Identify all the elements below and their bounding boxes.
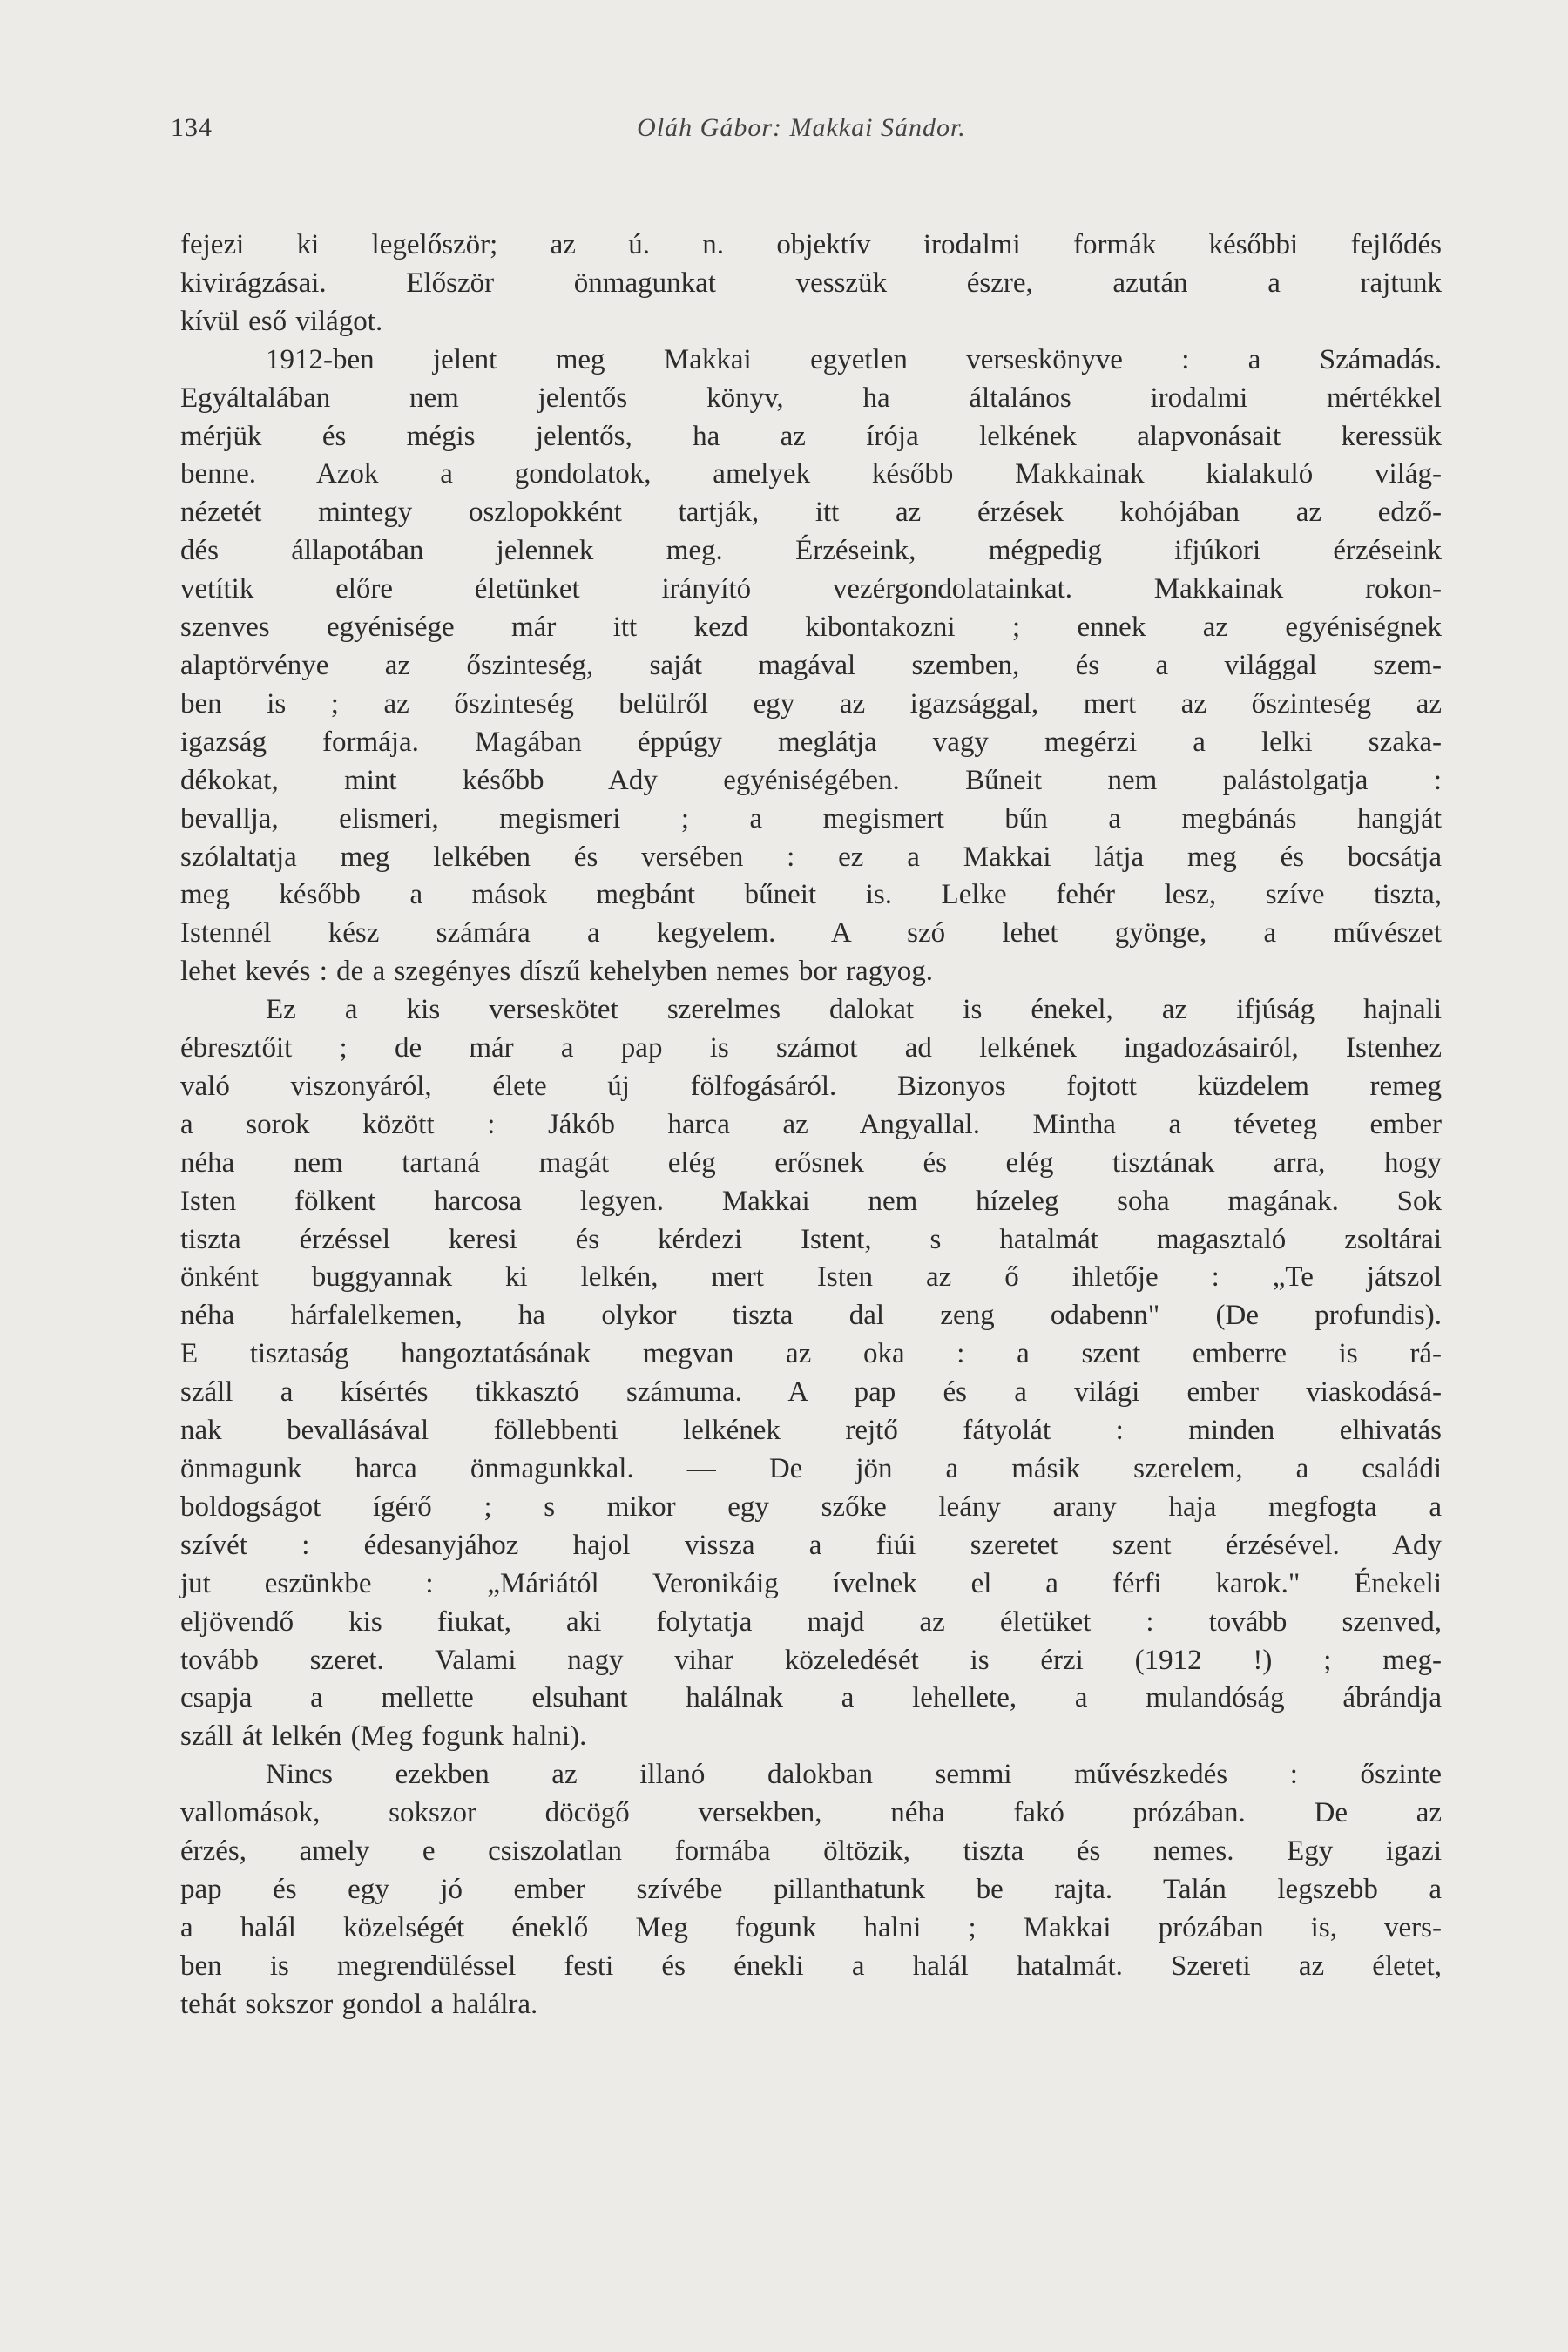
text-line: Ez a kis verseskötet szerelmes dalokat is énekel, az ifjúság hajnali	[266, 994, 1442, 1026]
text-line: tovább szeret. Valami nagy vihar közeledését is érzi (1912 !) ; meg-	[180, 1644, 1442, 1676]
text-line: nak bevallásával föllebbenti lelkének rejtő fátyolát : minden elhivatás	[180, 1415, 1442, 1447]
text-line: dés állapotában jelennek meg. Érzéseink, mégpedig ifjúkori érzéseink	[180, 535, 1442, 567]
text-line: ben is ; az őszinteség belülről egy az igazsággal, mert az őszinteség az	[180, 687, 1442, 720]
text-line: a halál közelségét éneklő Meg fogunk halni ; Makkai prózában is, vers-	[180, 1911, 1442, 1943]
text-line: önmagunk harca önmagunkkal. — De jön a másik szerelem, a családi	[180, 1453, 1442, 1484]
running-title: Oláh Gábor: Makkai Sándor.	[637, 113, 966, 142]
text-line: Nincs ezekben az illanó dalokban semmi művészkedés : őszinte	[266, 1759, 1442, 1791]
text-line: néha hárfalelkemen, ha olykor tiszta dal zeng odabenn" (De profundis).	[180, 1300, 1442, 1332]
body-text	[180, 226, 1442, 2024]
text-line: szólaltatja meg lelkében és versében : ez a Makkai látja meg és bocsátja	[180, 841, 1442, 873]
text-line: 1912-ben jelent meg Makkai egyetlen verseskönyve : a Számadás.	[266, 343, 1442, 375]
text-line: mérjük és mégis jelentős, ha az írója lelkének alapvonásait keressük	[180, 420, 1442, 452]
text-line: vallomások, sokszor döcögő versekben, néha fakó prózában. De az	[180, 1797, 1442, 1829]
text-line: a sorok között : Jákób harca az Angyallal. Mintha a téveteg ember	[180, 1108, 1442, 1140]
text-line: kívül eső világot.	[180, 305, 383, 337]
text-line: meg később a mások megbánt bűneit is. Lelke fehér lesz, szíve tiszta,	[180, 879, 1442, 911]
text-line: ébresztőit ; de már a pap is számot ad lelkének ingadozásairól, Istenhez	[180, 1032, 1442, 1064]
text-line: fejezi ki legelőször; az ú. n. objektív irodalmi formák későbbi fejlődés	[180, 229, 1442, 260]
text-line: E tisztaság hangoztatásának megvan az oka : a szent emberre is rá-	[180, 1338, 1442, 1370]
text-line: tiszta érzéssel keresi és kérdezi Istent, s hatalmát magasztaló zsoltárai	[180, 1223, 1442, 1255]
text-line: dékokat, mint később Ady egyéniségében. Bűneit nem palástolgatja :	[180, 764, 1442, 796]
text-line: érzés, amely e csiszolatlan formába öltözik, tiszta és nemes. Egy igazi	[180, 1835, 1442, 1868]
text-line: száll a kísértés tikkasztó számuma. A pap és a világi ember viaskodásá-	[180, 1376, 1442, 1409]
paragraph	[180, 1756, 1442, 2024]
text-line: pap és egy jó ember szívébe pillanthatunk be rajta. Talán legszebb a	[180, 1873, 1442, 1905]
text-line: lehet kevés : de a szegényes díszű kehelyben nemes bor ragyog.	[180, 956, 933, 988]
text-line: szenves egyénisége már itt kezd kibontakozni ; ennek az egyéniségnek	[180, 612, 1442, 644]
text-line: jut eszünkbe : „Máriától Veronikáig ívelnek el a férfi karok." Énekeli	[180, 1567, 1442, 1599]
text-line: alaptörvénye az őszinteség, saját magával szemben, és a világgal szem-	[180, 649, 1442, 681]
text-line: száll át lelkén (Meg fogunk halni).	[180, 1720, 587, 1753]
text-line: vetítik előre életünket irányító vezérgondolatainkat. Makkainak rokon-	[180, 573, 1442, 605]
page-number: 134	[171, 113, 213, 142]
paragraph	[180, 991, 1442, 1756]
text-line: Istennél kész számára a kegyelem. A szó lehet gyönge, a művészet	[180, 917, 1442, 950]
paragraph	[180, 226, 1442, 341]
text-line: boldogságot ígérő ; s mikor egy szőke leány arany haja megfogta a	[180, 1490, 1442, 1523]
text-line: csapja a mellette elsuhant halálnak a lehellete, a mulandóság ábrándja	[180, 1682, 1442, 1714]
text-line: ben is megrendüléssel festi és énekli a halál hatalmát. Szereti az életet,	[180, 1950, 1442, 1982]
text-line: néha nem tartaná magát elég erősnek és elég tisztának arra, hogy	[180, 1146, 1442, 1179]
text-line: igazság formája. Magában éppúgy meglátja vagy megérzi a lelki szaka-	[180, 726, 1442, 758]
page-header	[171, 113, 1432, 148]
paragraph	[180, 341, 1442, 991]
text-line: benne. Azok a gondolatok, amelyek később Makkainak kialakuló világ-	[180, 458, 1442, 490]
text-line: eljövendő kis fiukat, aki folytatja majd az életüket : tovább szenved,	[180, 1605, 1442, 1638]
text-line: tehát sokszor gondol a halálra.	[180, 1988, 538, 2020]
text-line: Isten fölkent harcosa legyen. Makkai nem hízeleg soha magának. Sok	[180, 1185, 1442, 1217]
text-line: Egyáltalában nem jelentős könyv, ha általános irodalmi mértékkel	[180, 382, 1442, 414]
text-line: való viszonyáról, élete új fölfogásáról. Bizonyos fojtott küzdelem remeg	[180, 1070, 1442, 1102]
text-line: nézetét mintegy oszlopokként tartják, itt az érzések kohójában az edző-	[180, 497, 1442, 529]
text-line: bevallja, elismeri, megismeri ; a megismert bűn a megbánás hangját	[180, 802, 1442, 835]
text-line: önként buggyannak ki lelkén, mert Isten az ő ihletője : „Te játszol	[180, 1261, 1442, 1294]
text-line: kivirágzásai. Először önmagunkat vesszük észre, azután a rajtunk	[180, 267, 1442, 299]
text-line: szívét : édesanyjához hajol vissza a fiúi szeretet szent érzésével. Ady	[180, 1529, 1442, 1561]
